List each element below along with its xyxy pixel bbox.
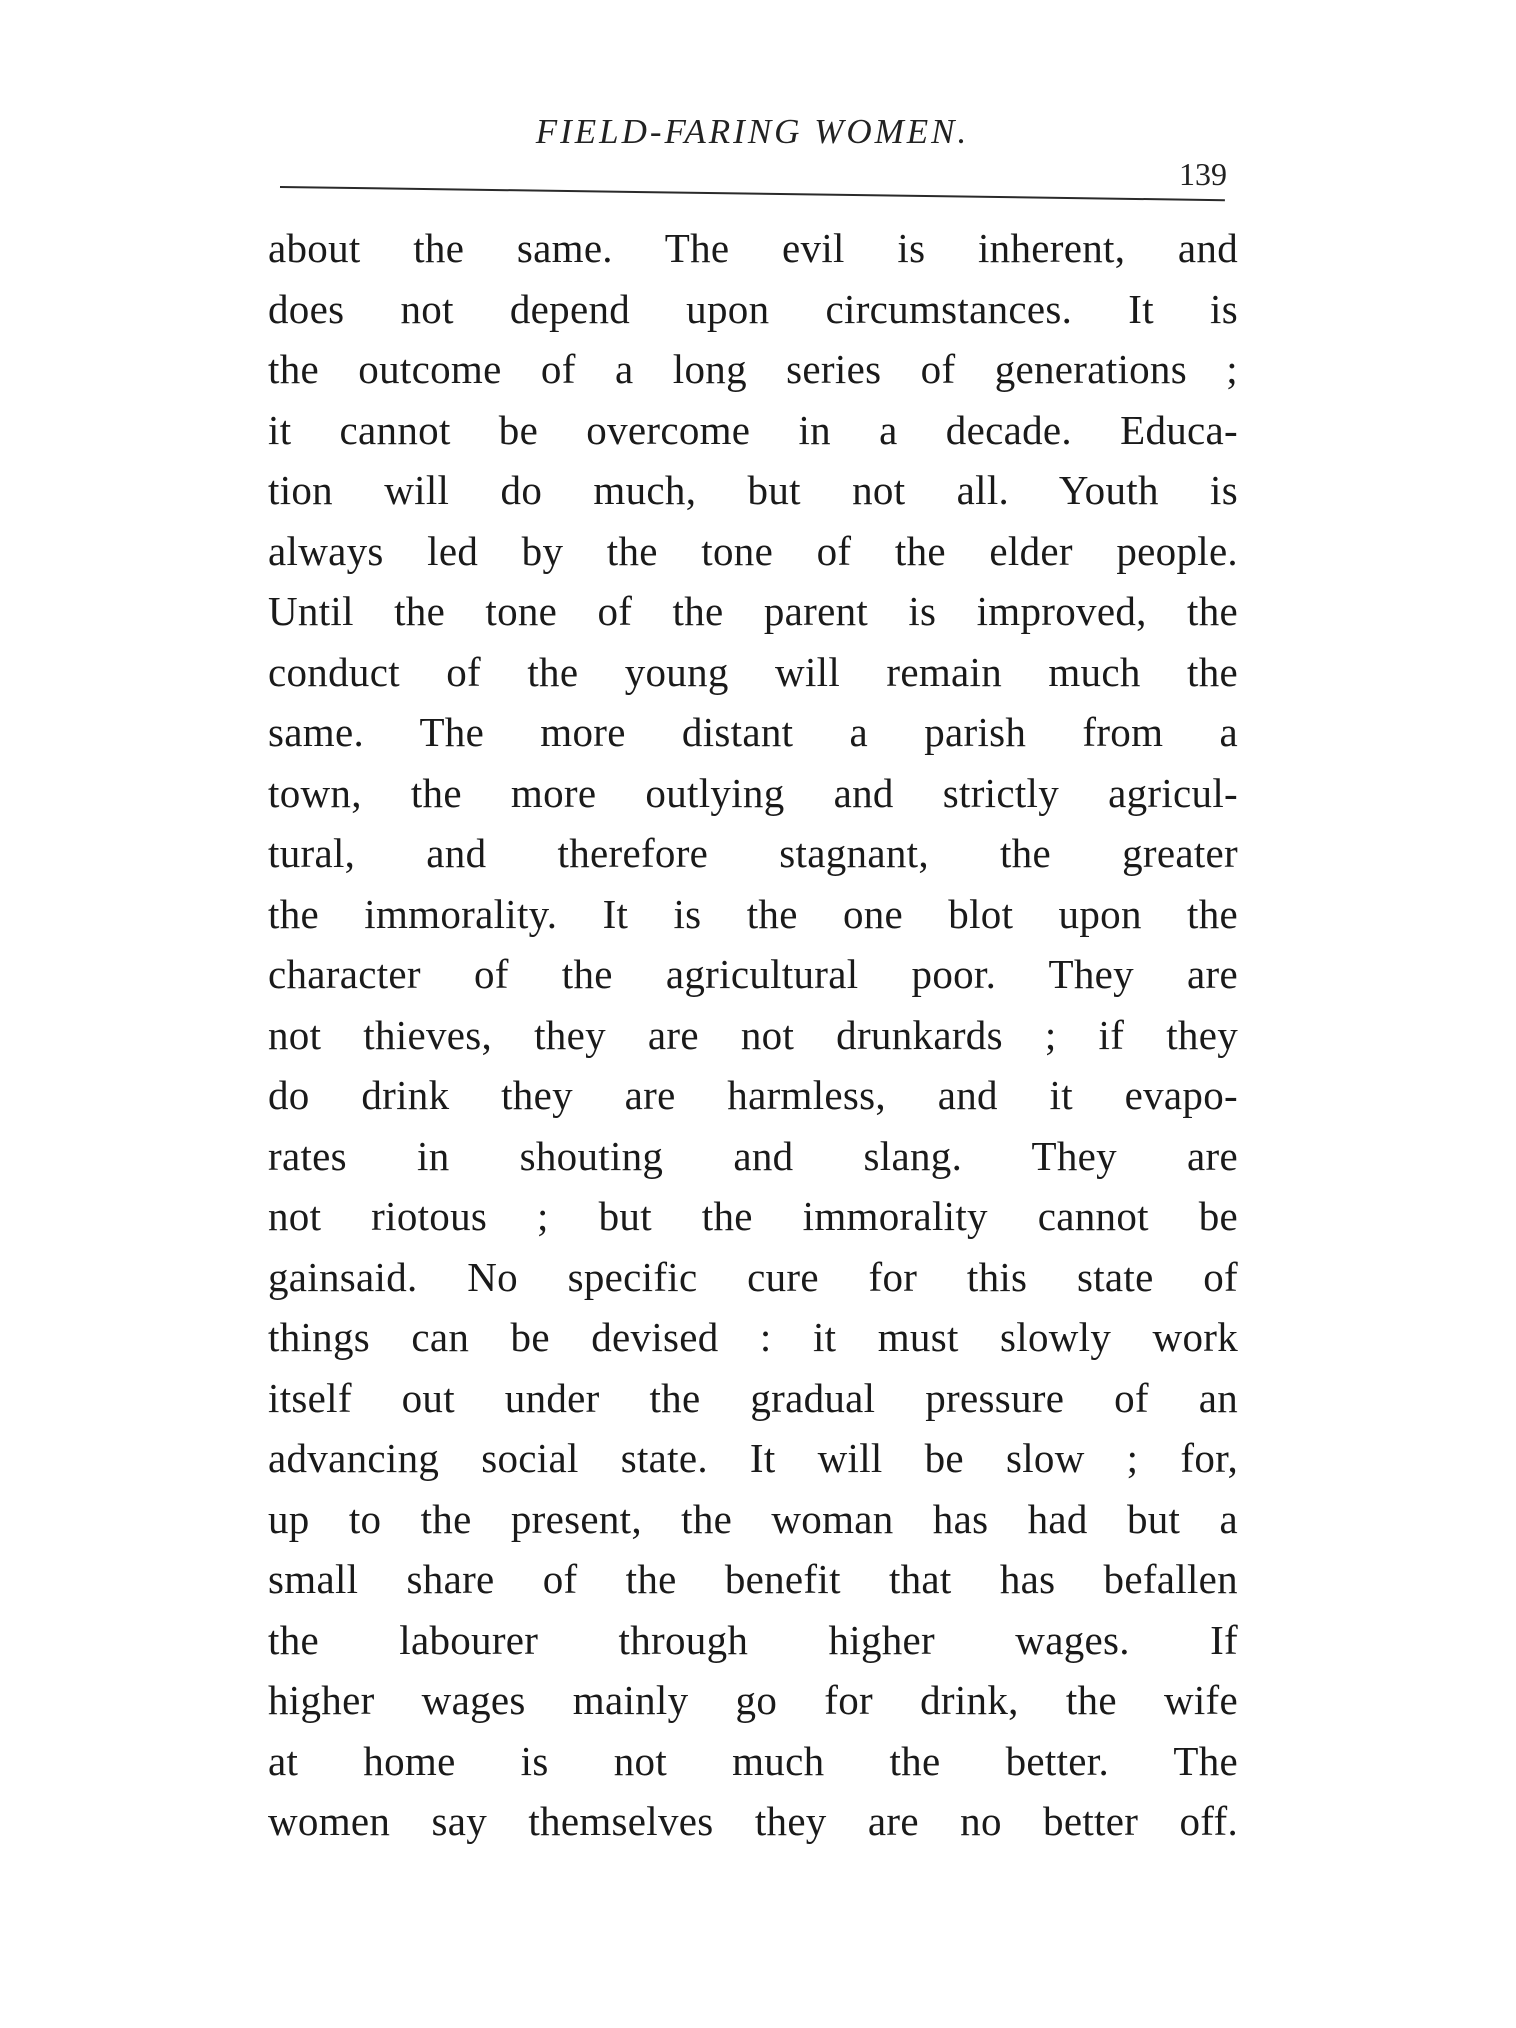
text-line: about the same. The evil is inherent, and: [268, 225, 1238, 271]
text-line: the outcome of a long series of generations ;: [268, 346, 1238, 392]
text-line: not thieves, they are not drunkards ; if they: [268, 1011, 1238, 1058]
body-text: [268, 218, 1238, 1938]
text-line: rates in shouting and slang. They are: [268, 1132, 1238, 1179]
text-line: does not depend upon circumstances. It is: [268, 285, 1238, 332]
text-line: itself out under the gradual pressure of an: [268, 1374, 1238, 1421]
text-line: gainsaid. No specific cure for this state of: [268, 1253, 1238, 1300]
text-line: small share of the benefit that has befallen: [268, 1556, 1238, 1602]
text-line: up to the present, the woman has had but a: [268, 1495, 1238, 1542]
text-line: town, the more outlying and strictly agricul-: [268, 769, 1238, 816]
text-line: tural, and therefore stagnant, the greater: [268, 830, 1238, 876]
text-line: not riotous ; but the immorality cannot be: [268, 1193, 1238, 1239]
text-line: higher wages mainly go for drink, the wife: [268, 1677, 1238, 1723]
header-rule: [280, 186, 1225, 201]
page-number: 139: [1179, 156, 1227, 192]
text-line: things can be devised : it must slowly work: [268, 1314, 1238, 1360]
text-line: conduct of the young will remain much the: [268, 648, 1238, 695]
text-line: the labourer through higher wages. If: [268, 1616, 1238, 1663]
text-line: Until the tone of the parent is improved, the: [268, 588, 1238, 634]
text-line: always led by the tone of the elder people.: [268, 527, 1238, 574]
text-line: character of the agricultural poor. They are: [268, 951, 1238, 997]
text-line: do drink they are harmless, and it evapo-: [268, 1072, 1238, 1118]
text-line: the immorality. It is the one blot upon the: [268, 890, 1238, 937]
text-line: at home is not much the better. The: [268, 1737, 1238, 1784]
text-line: tion will do much, but not all. Youth is: [268, 467, 1238, 513]
text-line: advancing social state. It will be slow ; for,: [268, 1435, 1238, 1481]
text-line: women say themselves they are no better off.: [268, 1798, 1238, 1844]
text-line: same. The more distant a parish from a: [268, 709, 1238, 755]
running-title: FIELD-FARING WOMEN.: [535, 112, 970, 151]
running-head: [270, 112, 1235, 192]
text-line: it cannot be overcome in a decade. Educa-: [268, 406, 1238, 453]
